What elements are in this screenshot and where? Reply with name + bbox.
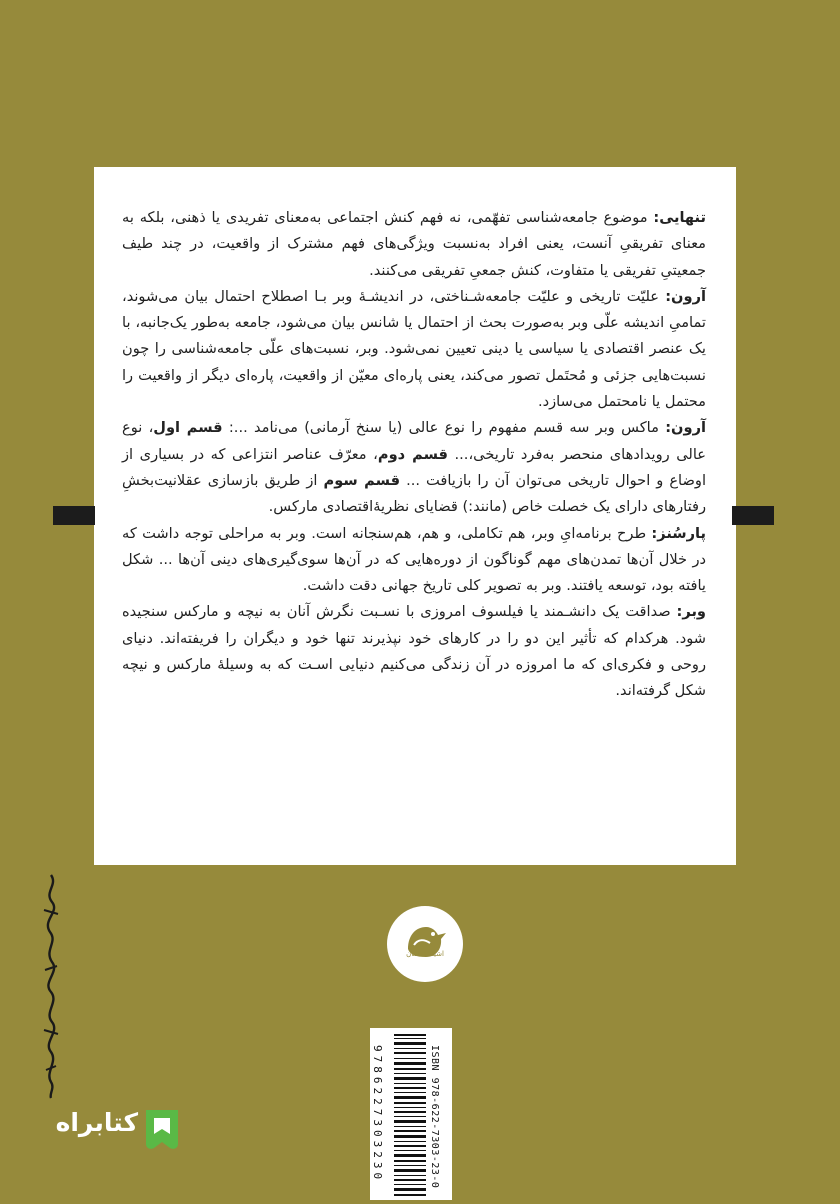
left-marker-bar (53, 506, 95, 525)
speaker-label: آرون: (665, 419, 706, 437)
emphasis-second-type: قسم دوم (377, 445, 448, 463)
isbn-digits: 9786227303230 (371, 1045, 384, 1184)
quote-text: علیّت تاریخی و علیّت جامعه‌شـناختی، در اندیشـۀ وبر بـا اصطلاح احتمال بیان می‌شوند، تمامیِ اندیشه علّی وبر به‌صورت بحث از احتمال یا شانس بیان می‌شود، جامعه به‌طور یک‌جانبه، با یک عنصر اقتصادی یا سیاسی یا دینی تعیین نمی‌شود. وبر، نسبت‌های علّی جامعه‌شناسی را چون نسبت‌هایی جزئی و مُحتَمل تصور می‌کند، یعنی پاره‌ای معیّن از واقعیت، پاره‌ای دیگر از واقعیت را محتمل یا نامحتمل می‌سازد. (122, 287, 706, 411)
speaker-label: تنهایی: (653, 209, 706, 226)
back-cover-text-panel (94, 167, 736, 865)
quote-text: ، نوع عالی رویدادهای منحصر به‌فرد تاریخی،... (122, 419, 706, 463)
quote-text: ماکس وبر سه قسم مفهوم را نوع عالی (یا سنخ آرمانی) می‌نامد ...: (222, 419, 666, 437)
emphasis-first-type: قسم اول (153, 419, 223, 437)
quote-weber (122, 599, 706, 704)
quote-parsons (122, 521, 706, 600)
author-signature-icon (36, 870, 66, 1100)
publisher-bird-logo-icon (386, 905, 464, 983)
quote-text: طرح برنامه‌ایِ وبر، هم تکاملی، و هم، هم‌سنجانه است. وبر به مراحلی توجه داشت که در خلال آن‌ها تمدن‌های مهم گوناگون از دوره‌هایی که در آن‌ها سوی‌گیری‌های دینی آن‌ها ... شکل یافته بود، توسعه یافتند. وبر به تصویر کلی تاریخ جهانی دقت داشت. (122, 524, 706, 595)
quote-aron-2 (122, 415, 706, 520)
ketabrah-brand-name: کتابراه (55, 1108, 138, 1137)
isbn-label: ISBN 978-622-7303-23-0 (429, 1045, 440, 1189)
publisher-name: اشیته احسان (406, 950, 444, 958)
quote-text: ، معرّف عناصر انتزاعی که در بسیاری از اوضاع و احوال تاریخی می‌توان آن را بازیافت ... (122, 445, 706, 489)
right-marker-bar (732, 506, 774, 525)
quote-text: از طریق بازسازی عقلانیت‌بخشِ رفتارهای دارای یک خصلت خاص (مانند:) قضایای نظریۀاقتصادی مارکس. (122, 471, 706, 516)
speaker-label: پارسُنز: (651, 524, 706, 542)
quote-tanhaei (122, 205, 706, 284)
quote-text: موضوع جامعه‌شناسی تفهّمی، نه فهم کنش اجتماعی به‌معنای تفریدی یا ذهنی، بلکه به معنای تفریقیِ آنست، یعنی افراد به‌نسبت ویژگی‌های فهم مشترک از واقعیت، در چند طیف جمعیتیِ تفریقی یا متفاوت، کنش جمعیِ تفریقی می‌کنند. (122, 209, 706, 279)
speaker-label: وبر: (676, 603, 706, 621)
quote-text: صداقت یک دانشـمند یا فیلسوف امروزی با نسـبت نگرش آنان به نیچه و مارکس سنجیده شود. هرکدام که تأثیر این دو را در کارهای خود نپذیرند تنها خود و دیگران را فریفته‌اند. دنیای روحی و فکری‌ای که ما امروزه در آن زندگی می‌کنیم دنیایی اسـت که به وسیلۀ مارکس و نیچه شکل گرفته‌اند. (122, 603, 706, 700)
quote-aron-1 (122, 284, 706, 415)
speaker-label: آرون: (665, 287, 706, 305)
emphasis-third-type: قسم سوم (323, 471, 401, 489)
